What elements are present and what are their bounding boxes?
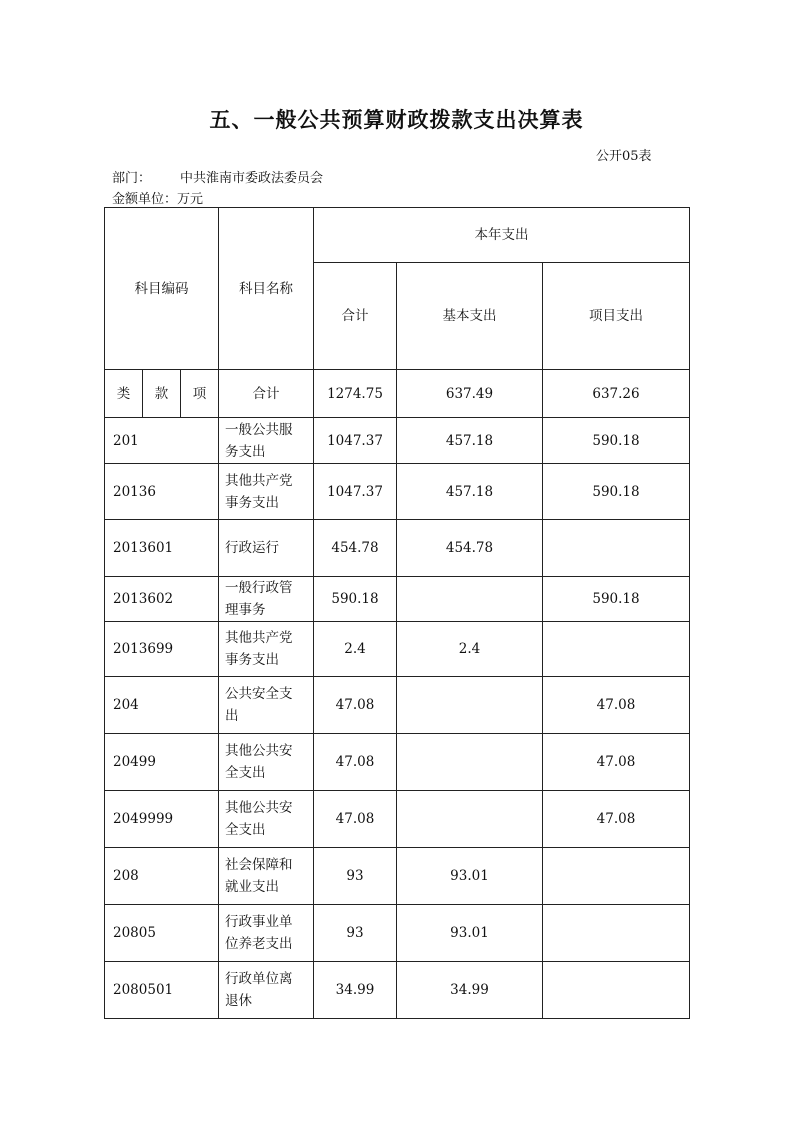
row-project [543, 905, 690, 962]
header-lei: 类 [105, 370, 143, 418]
row-name [219, 962, 314, 1019]
row-name-text: 其他公共安全支出 [225, 743, 293, 781]
row-name [219, 677, 314, 734]
header-subject-code: 科目编码 [105, 208, 219, 370]
row-name-text: 其他共产党事务支出 [225, 630, 293, 668]
row-total: 1047.37 [314, 418, 397, 464]
row-name [219, 520, 314, 577]
row-code: 20136 [105, 464, 219, 520]
row-project [543, 622, 690, 677]
table-row [105, 962, 690, 1019]
expenditure-table [104, 207, 690, 1019]
table-row [105, 418, 690, 464]
row-basic [397, 791, 543, 848]
row-project [543, 520, 690, 577]
header-row-1 [105, 208, 690, 263]
table-row [105, 905, 690, 962]
header-total: 合计 [314, 263, 397, 370]
table-code: 公开05表 [596, 149, 652, 164]
row-name [219, 622, 314, 677]
row-code: 20499 [105, 734, 219, 791]
row-total: 1047.37 [314, 464, 397, 520]
row-code: 2080501 [105, 962, 219, 1019]
row-name [219, 464, 314, 520]
row-name-text: 公共安全支出 [225, 686, 293, 724]
table-row [105, 848, 690, 905]
row-code: 20805 [105, 905, 219, 962]
header-basic: 基本支出 [397, 263, 543, 370]
row-name [219, 848, 314, 905]
total-basic: 637.49 [397, 370, 543, 418]
row-name-text: 社会保障和就业支出 [225, 857, 293, 895]
row-project: 590.18 [543, 464, 690, 520]
row-project: 590.18 [543, 418, 690, 464]
row-project: 47.08 [543, 734, 690, 791]
row-code: 208 [105, 848, 219, 905]
total-row [105, 370, 690, 418]
row-basic: 457.18 [397, 464, 543, 520]
row-code: 2013601 [105, 520, 219, 577]
row-name [219, 418, 314, 464]
row-code: 2049999 [105, 791, 219, 848]
row-basic: 457.18 [397, 418, 543, 464]
row-name-text: 行政事业单位养老支出 [225, 914, 293, 952]
row-basic [397, 677, 543, 734]
row-project [543, 848, 690, 905]
row-code: 204 [105, 677, 219, 734]
table-row [105, 520, 690, 577]
row-project: 47.08 [543, 791, 690, 848]
row-total: 47.08 [314, 734, 397, 791]
row-basic [397, 577, 543, 622]
row-basic: 93.01 [397, 848, 543, 905]
row-name-text: 行政运行 [225, 540, 279, 556]
row-total: 93 [314, 848, 397, 905]
data-rows [105, 418, 690, 1019]
row-code: 201 [105, 418, 219, 464]
row-name-text: 行政单位离退休 [225, 971, 293, 1009]
row-code: 2013602 [105, 577, 219, 622]
header-project: 项目支出 [543, 263, 690, 370]
row-total: 93 [314, 905, 397, 962]
row-total: 34.99 [314, 962, 397, 1019]
row-basic: 34.99 [397, 962, 543, 1019]
total-label: 合计 [219, 370, 314, 418]
row-basic: 454.78 [397, 520, 543, 577]
row-basic: 93.01 [397, 905, 543, 962]
header-kuan: 款 [143, 370, 181, 418]
header-subject-name: 科目名称 [219, 208, 314, 370]
row-project: 47.08 [543, 677, 690, 734]
row-name [219, 577, 314, 622]
row-total: 2.4 [314, 622, 397, 677]
row-total: 590.18 [314, 577, 397, 622]
row-project: 590.18 [543, 577, 690, 622]
total-project: 637.26 [543, 370, 690, 418]
row-basic [397, 734, 543, 791]
row-name [219, 734, 314, 791]
row-total: 454.78 [314, 520, 397, 577]
unit-label: 金额单位：万元 [112, 192, 204, 207]
department-label: 部门： [112, 171, 152, 186]
row-name-text: 一般行政管理事务 [225, 580, 293, 618]
row-name-text: 其他公共安全支出 [225, 800, 293, 838]
page-title: 五、一般公共预算财政拨款支出决算表 [209, 108, 584, 132]
row-name-text: 一般公共服务支出 [225, 421, 293, 460]
row-name-text: 其他共产党事务支出 [225, 472, 293, 511]
department-value: 中共淮南市委政法委员会 [180, 171, 324, 186]
total-amount: 1274.75 [314, 370, 397, 418]
table-row [105, 577, 690, 622]
row-total: 47.08 [314, 791, 397, 848]
table-row [105, 622, 690, 677]
table-row [105, 791, 690, 848]
header-xiang: 项 [181, 370, 219, 418]
row-name [219, 791, 314, 848]
row-name [219, 905, 314, 962]
header-current-year: 本年支出 [314, 208, 690, 263]
table-row [105, 464, 690, 520]
table-row [105, 677, 690, 734]
table-row [105, 734, 690, 791]
row-total: 47.08 [314, 677, 397, 734]
department-line [112, 167, 324, 186]
row-code: 2013699 [105, 622, 219, 677]
row-project [543, 962, 690, 1019]
row-basic: 2.4 [397, 622, 543, 677]
